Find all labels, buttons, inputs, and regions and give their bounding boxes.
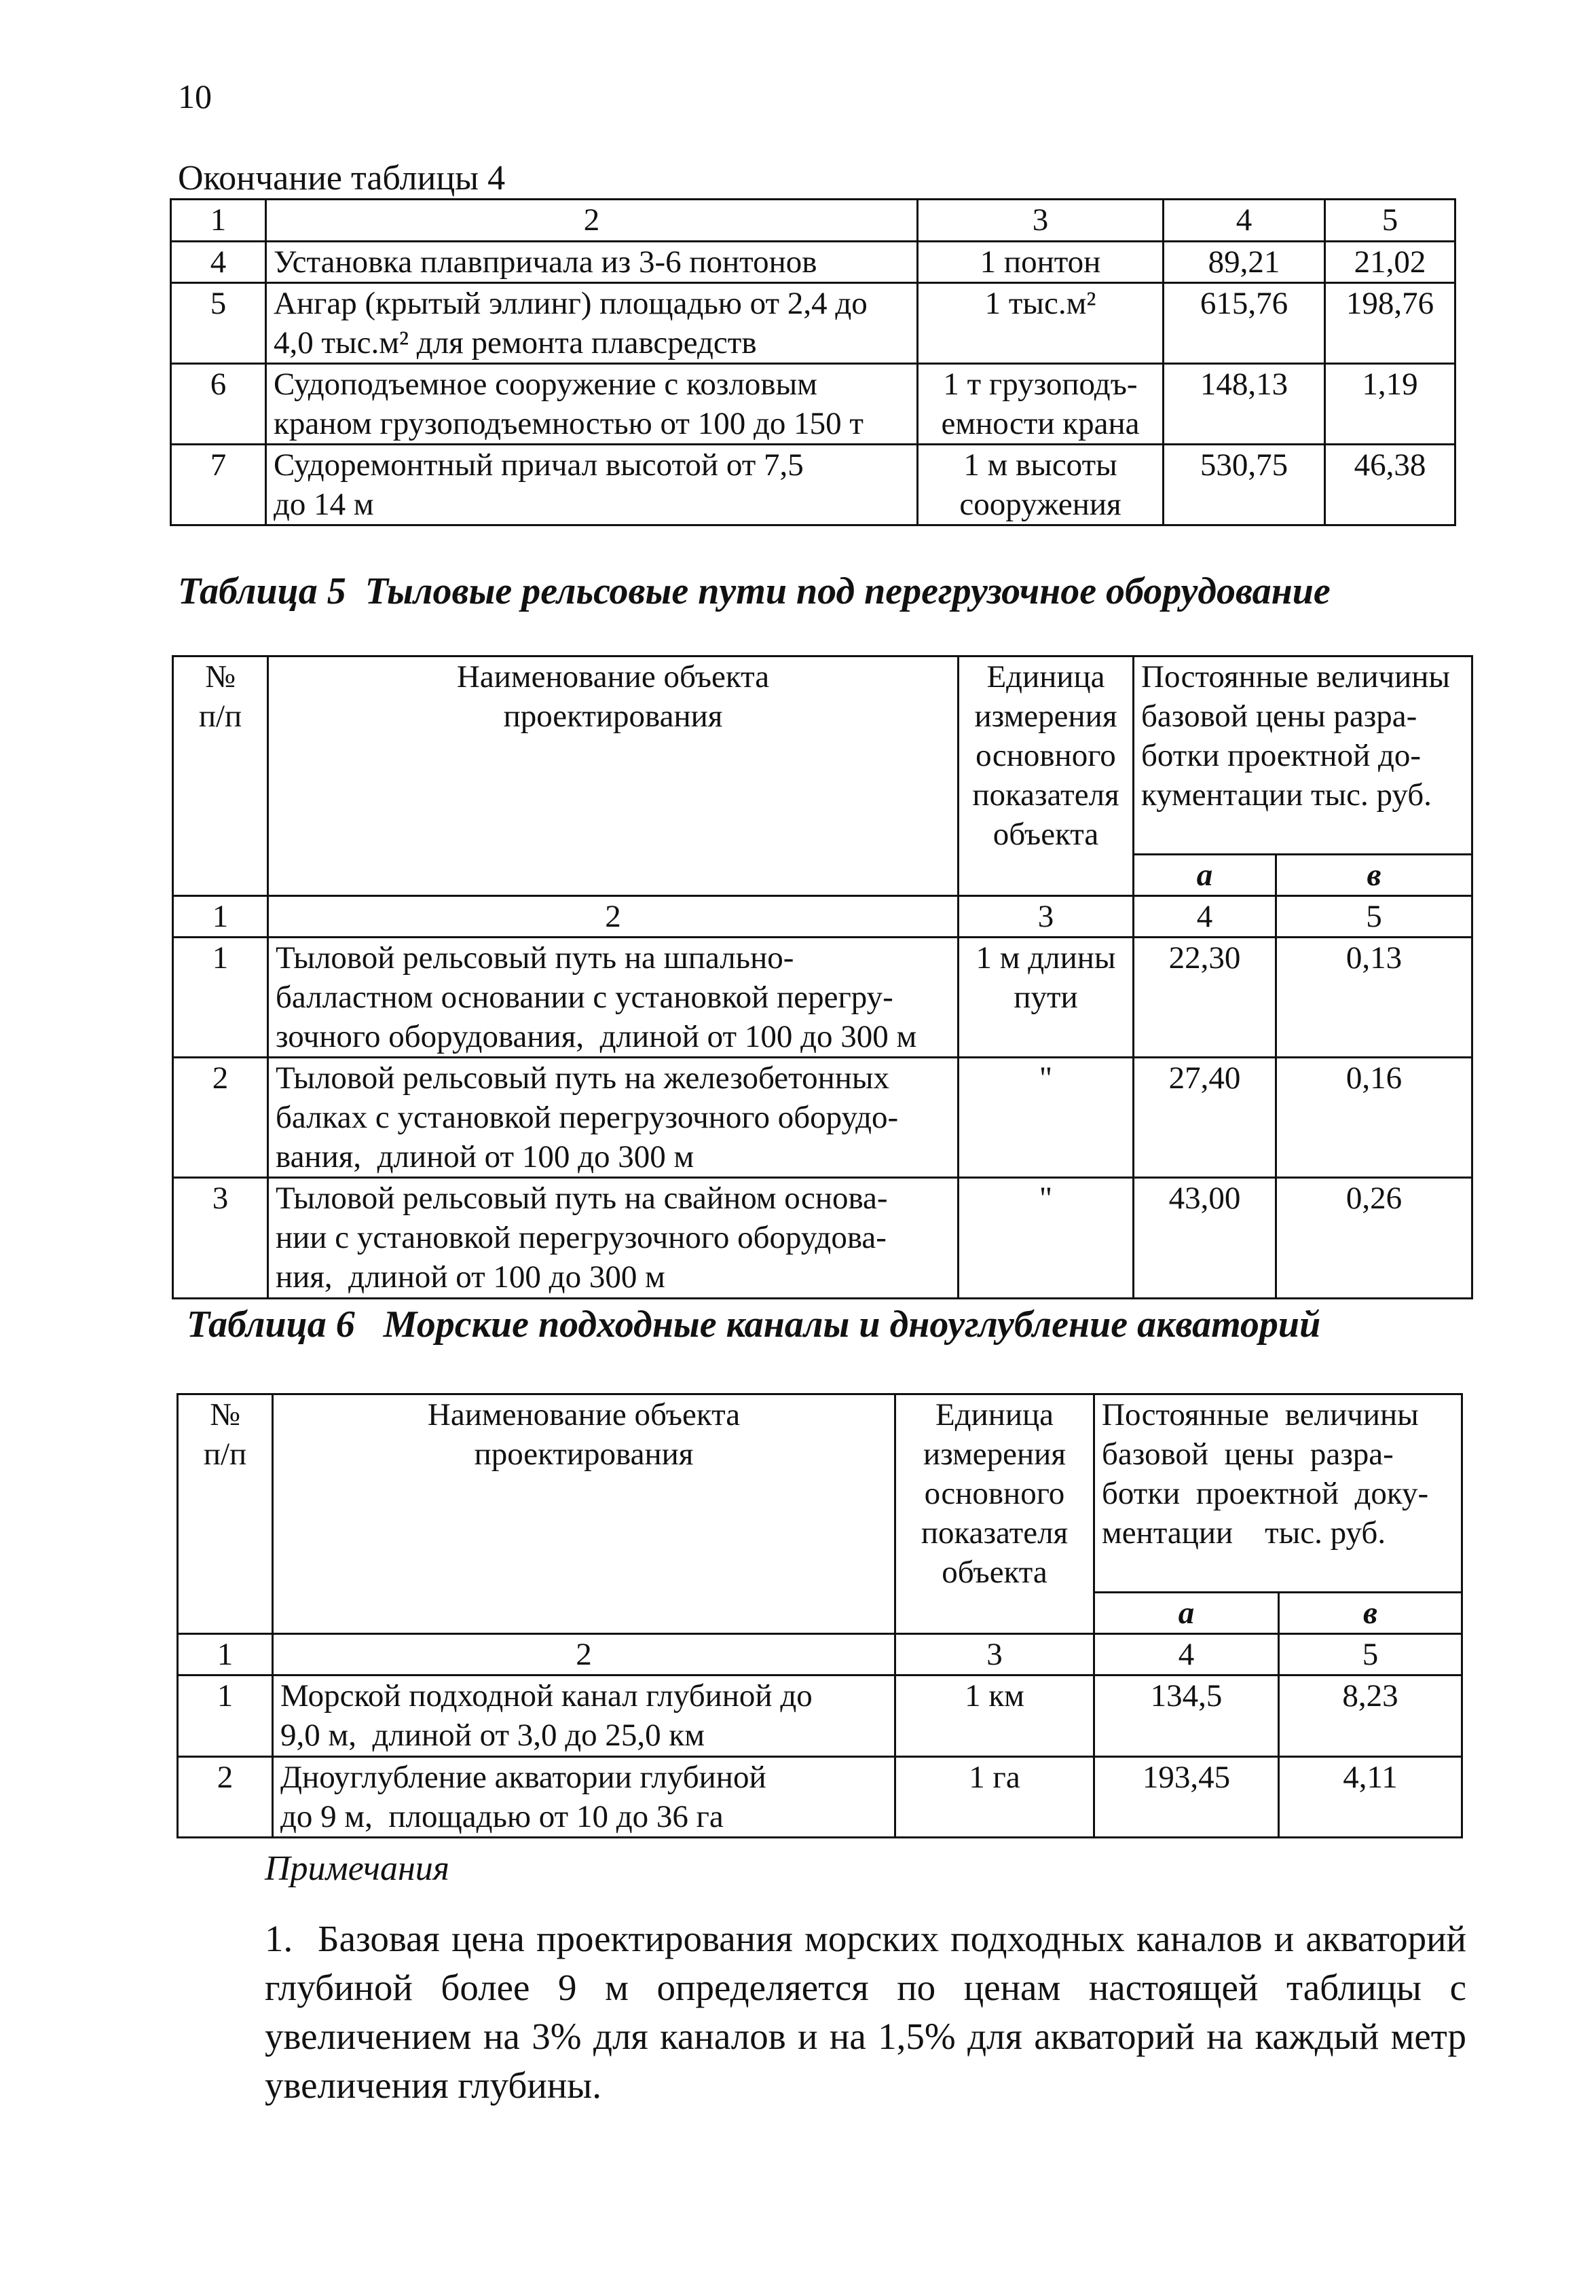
value-a: 27,40 (1134, 1058, 1276, 1178)
row-number: 3 (173, 1178, 268, 1299)
column-number-1: 1 (173, 896, 268, 938)
column-number-5: 5 (1325, 200, 1455, 242)
column-header-b: в (1276, 855, 1472, 896)
object-name: Установка плавпричала из 3-6 понтонов (266, 242, 918, 283)
object-name: Тыловой рельсовый путь на шпально- балластном основании с установкой перегру- зочного оборудования, длиной от 100 до 300 м (268, 938, 959, 1058)
column-number-5: 5 (1279, 1634, 1462, 1675)
table6-label: Таблица 6 (187, 1303, 355, 1346)
object-name: Судоподъемное сооружение с козловым краном грузоподъемностью от 100 до 150 т (266, 364, 918, 445)
row-number: 1 (173, 938, 268, 1058)
column-number-3: 3 (918, 200, 1164, 242)
column-number-3: 3 (895, 1634, 1094, 1675)
unit: 1 м длины пути (959, 938, 1134, 1058)
column-number-4: 4 (1134, 896, 1276, 938)
value-a: 615,76 (1164, 283, 1325, 364)
column-header-unit: Единица измерения основного показателя объекта (959, 656, 1134, 896)
column-number-5: 5 (1276, 896, 1472, 938)
column-number-1: 1 (171, 200, 266, 242)
note-text: Базовая цена проектирования морских подходных каналов и акваторий глубиной более 9 м определяется по ценам настоящей таблицы с увеличением на 3% для каналов и на 1,5% для акваторий на каждый метр увеличения глубины. (265, 1918, 1466, 2106)
column-number-3: 3 (959, 896, 1134, 938)
table6 (177, 1393, 1463, 1838)
row-number: 7 (171, 445, 266, 525)
column-header-name: Наименование объекта проектирования (273, 1394, 895, 1634)
column-header-unit: Единица измерения основного показателя объекта (895, 1394, 1094, 1634)
unit: " (959, 1058, 1134, 1178)
table-row (178, 1675, 1462, 1757)
value-b: 4,11 (1279, 1757, 1462, 1838)
table-row (171, 283, 1455, 364)
note-item (265, 1914, 1466, 2110)
column-header-constants: Постоянные величины базовой цены разра- ботки проектной до- кументации тыс. руб. (1134, 656, 1472, 855)
unit: 1 понтон (918, 242, 1164, 283)
unit: 1 м высоты сооружения (918, 445, 1164, 525)
table-header-row (178, 1394, 1462, 1593)
unit: " (959, 1178, 1134, 1299)
value-b: 21,02 (1325, 242, 1455, 283)
value-b: 0,26 (1276, 1178, 1472, 1299)
column-header-number: № п/п (173, 656, 268, 896)
table-row (171, 445, 1455, 525)
table-header-row (173, 656, 1472, 855)
column-number-4: 4 (1164, 200, 1325, 242)
table5-heading (178, 569, 1331, 614)
column-number-2: 2 (273, 1634, 895, 1675)
page-number: 10 (178, 77, 212, 115)
table6-title: Морские подходные каналы и дноуглубление акваторий (383, 1303, 1321, 1346)
table5-label: Таблица 5 (178, 570, 346, 612)
unit: 1 тыс.м² (918, 283, 1164, 364)
column-number-2: 2 (268, 896, 959, 938)
column-number-4: 4 (1094, 1634, 1279, 1675)
value-b: 0,16 (1276, 1058, 1472, 1178)
row-number: 5 (171, 283, 266, 364)
value-a: 89,21 (1164, 242, 1325, 283)
row-number: 1 (178, 1675, 273, 1757)
value-a: 22,30 (1134, 938, 1276, 1058)
table4 (170, 198, 1456, 526)
value-a: 530,75 (1164, 445, 1325, 525)
row-number: 6 (171, 364, 266, 445)
table-row (173, 1058, 1472, 1178)
table6-heading (187, 1302, 1320, 1347)
table-number-row (173, 896, 1472, 938)
table-header-row (171, 200, 1455, 242)
value-a: 43,00 (1134, 1178, 1276, 1299)
value-a: 148,13 (1164, 364, 1325, 445)
unit: 1 т грузоподъ- емности крана (918, 364, 1164, 445)
table-row (173, 1178, 1472, 1299)
table-row (178, 1757, 1462, 1838)
object-name: Тыловой рельсовый путь на железобетонных балках с установкой перегрузочного оборудо- вания, длиной от 100 до 300 м (268, 1058, 959, 1178)
table-number-row (178, 1634, 1462, 1675)
column-header-name: Наименование объекта проектирования (268, 656, 959, 896)
object-name: Судоремонтный причал высотой от 7,5 до 14 м (266, 445, 918, 525)
row-number: 2 (178, 1757, 273, 1838)
column-header-constants: Постоянные величины базовой цены разра- ботки проектной доку- ментации тыс. руб. (1094, 1394, 1462, 1593)
value-b: 198,76 (1325, 283, 1455, 364)
value-a: 193,45 (1094, 1757, 1279, 1838)
value-b: 46,38 (1325, 445, 1455, 525)
table-row (171, 242, 1455, 283)
unit: 1 км (895, 1675, 1094, 1757)
table5-title: Тыловые рельсовые пути под перегрузочное оборудование (365, 570, 1331, 612)
table-row (171, 364, 1455, 445)
notes-title: Примечания (265, 1849, 449, 1888)
column-header-a: а (1094, 1593, 1279, 1634)
value-b: 0,13 (1276, 938, 1472, 1058)
table-row (173, 938, 1472, 1058)
object-name: Дноуглубление акватории глубиной до 9 м, площадью от 10 до 36 га (273, 1757, 895, 1838)
value-b: 1,19 (1325, 364, 1455, 445)
row-number: 4 (171, 242, 266, 283)
object-name: Тыловой рельсовый путь на свайном основа- нии с установкой перегрузочного оборудова- ния, длиной от 100 до 300 м (268, 1178, 959, 1299)
column-header-b: в (1279, 1593, 1462, 1634)
value-b: 8,23 (1279, 1675, 1462, 1757)
table5 (172, 655, 1473, 1299)
note-number: 1. (265, 1918, 293, 1959)
object-name: Ангар (крытый эллинг) площадью от 2,4 до 4,0 тыс.м² для ремонта плавсредств (266, 283, 918, 364)
unit: 1 га (895, 1757, 1094, 1838)
column-header-number: № п/п (178, 1394, 273, 1634)
column-header-a: а (1134, 855, 1276, 896)
object-name: Морской подходной канал глубиной до 9,0 м, длиной от 3,0 до 25,0 км (273, 1675, 895, 1757)
table4-caption: Окончание таблицы 4 (178, 159, 506, 198)
column-number-2: 2 (266, 200, 918, 242)
value-a: 134,5 (1094, 1675, 1279, 1757)
column-number-1: 1 (178, 1634, 273, 1675)
row-number: 2 (173, 1058, 268, 1178)
